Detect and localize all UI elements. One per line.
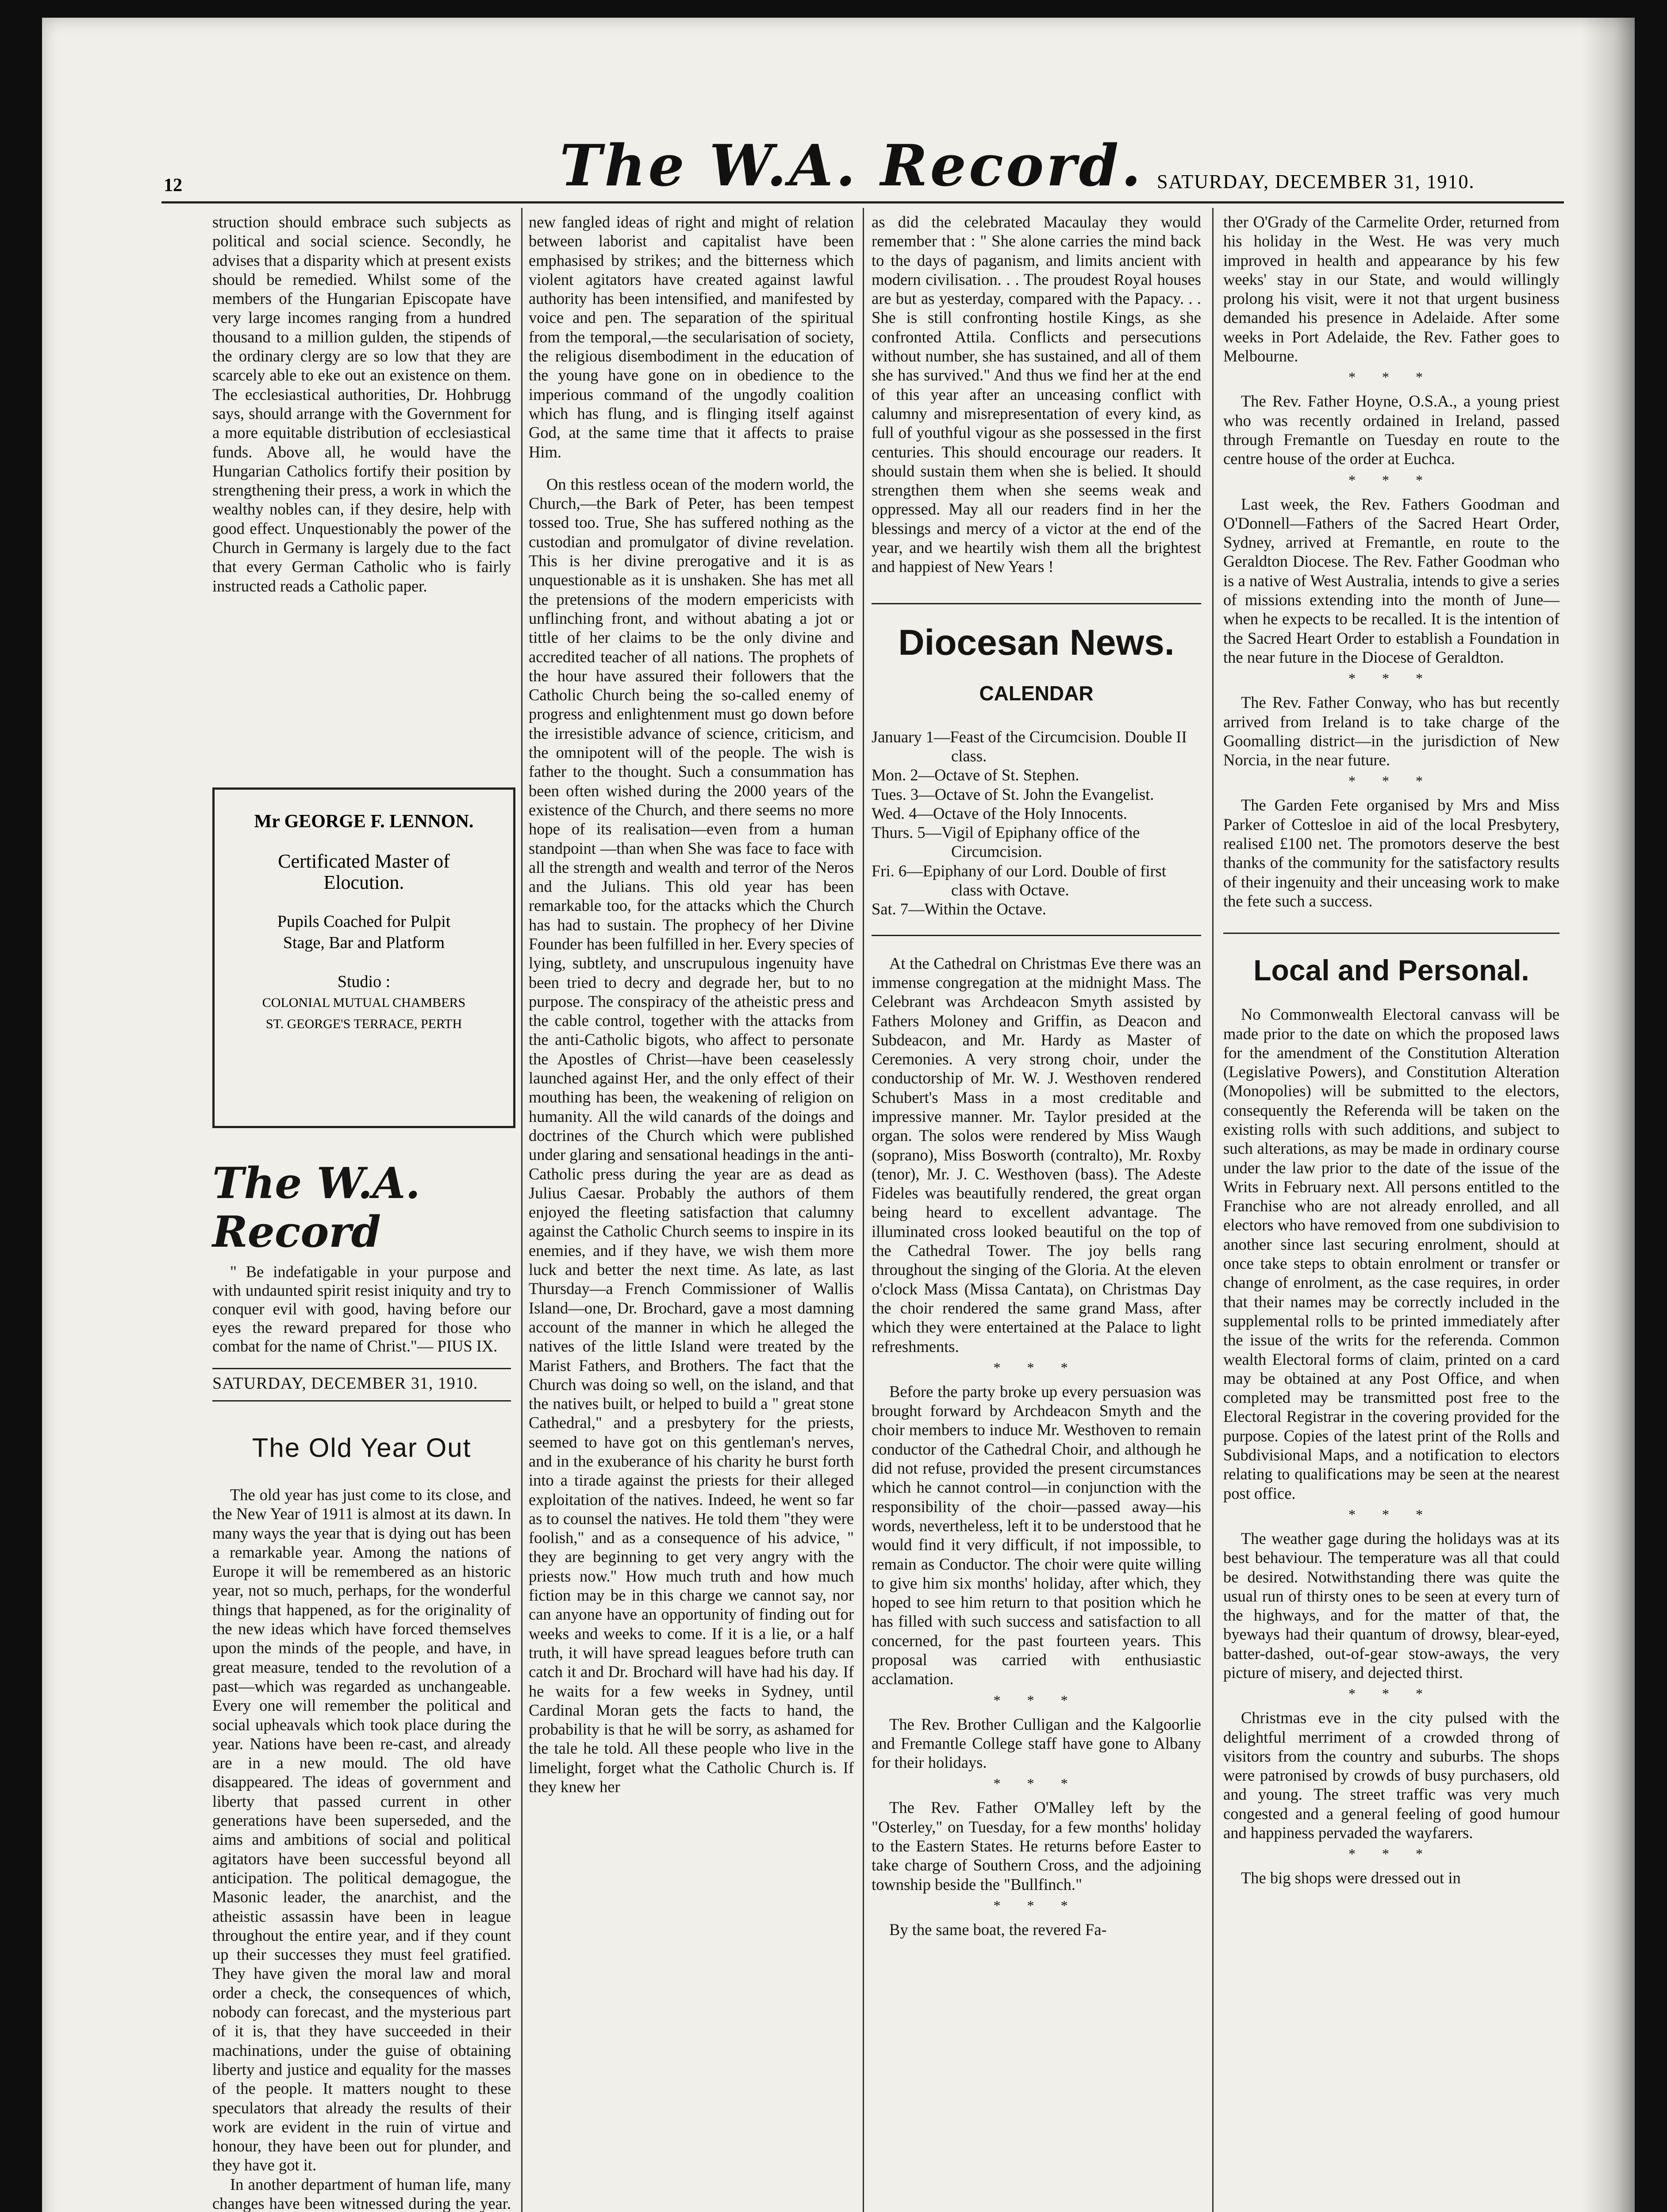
news-paragraph: The big shops were dressed out in: [1241, 1869, 1461, 1887]
editorial-heading: The Old Year Out: [252, 1433, 472, 1463]
rule: [872, 603, 1201, 604]
editorial-continuation: new fangled ideas of right and might of relation between laborist and capitalist have been emphasised by strikes; and the bitterness which violent agitators have created against lawful authority has been intensified, and manifested by voice and pen. The separation of the spiritual from the temporal,—the secularisation of society, the religious disembodiment in the education of the young have gone on in obedience to the imperious command of the ungodly coalition which has flung, and is flinging itself against God, at the same time that it affects to praise Him.: [529, 213, 854, 461]
news-paragraph: The Rev. Father O'Malley left by the "Osterley," on Tuesday, for a few months' holiday to the Eastern States. He returns before Easter to take charge of Southern Cross, and the adjoining township beside the "Bullfinch.": [872, 1798, 1201, 1893]
news-paragraph: The Garden Fete organised by Mrs and Miss Parker of Cottesloe in aid of the local Presbytery, realised £100 net. The promotors deserve the best thanks of the community for the satisfactory results of their ingenuity and their unceasing work to make the fete such a success.: [1223, 796, 1559, 910]
calendar-entry: Fri. 6—Epiphany of our Lord. Double of first class with Octave.: [872, 861, 1167, 899]
separator-stars: * * *: [1348, 1846, 1434, 1862]
calendar-entry: Wed. 4—Octave of the Holy Innocents.: [872, 804, 1127, 822]
separator-stars: * * *: [993, 1359, 1079, 1375]
news-paragraph: The Rev. Father Conway, who has but recently arrived from Ireland is to take charge of the Goomalling district—in the jurisdiction of New Norcia, in the near future.: [1223, 693, 1559, 769]
calendar-entry: Sat. 7—Within the Octave.: [872, 900, 1046, 918]
masthead-rule: [161, 201, 1564, 204]
column-1: [212, 212, 511, 595]
ad-address-1: COLONIAL MUTUAL CHAMBERS: [262, 995, 466, 1010]
editorial-paragraph: On this restless ocean of the modern world, the Church,—the Bark of Peter, has been tempest tossed too. True, She has suffered nothing as the custodian and promulgator of divine revelation. This is her divine prerogative and it is as unquestionable as it is unshaken. She has met all the pretensions of the modern empericists with unflinching front, and without abating a jot or tittle of her claims to be the only divine and accredited teacher of all nations. The prophets of the hour have assured their followers that the Catholic Church being the so-called enemy of progress and enlightenment must go down before the irresistible advance of science, criticism, and the omnipotent will of the people. The wish is father to the thought. Such a consummation has been often wished during the 2000 years of the existence of the Church, and there seems no more hope of its realisation—even from a human standpoint —than when She was face to face with all the strength and wealth and terror of the Neros and the Julians. This old year has been remarkable too, for the attacks which the Church has had to sustain. The prophecy of her Divine Founder has been fulfilled in her. Every species of lying, subtlety, and unscrupulous ingenuity have been tried to decry and degrade her, but to no purpose. The conspiracy of the atheistic press and the cable control, together with the attacks from the anti-Catholic bigots, who affect to personate the Apostles of Christ—have been ceaselessly launched against Her, and the only effect of their mouthing has been, the weakening of religion on humanity. All the wild canards of the doings and doctrines of the Church which were published under glaring and sensational headings in the anti-Catholic press during the year are as dead as Julius Caesar. Probably the authors of them enjoyed the fleeting satisfaction that calumny against the Catholic Church seems to inspire in its enemies, and if they have, we wish them more luck and better the next time. As late, as last Thursday—a French Commissioner of Wallis Island—one, Dr. Brochard, gave a most damning account of the manner in which he alleged the natives of the little Island were treated by the Marist Fathers, and Brothers. The fact that the Church was doing so well, on the island, and that the natives built, or helped to build a " great stone Cathedral," and a presbytery for the priests, seemed to have got on this gentleman's nerves, and in the exuberance of his charity he burst forth into a tirade against the priests for their alleged exploitation of the natives. Indeed, he went so far as to counsel the natives. He told them "they were foolish," and as a consequence of his advice, " they are beginning to get very angry with the priests now." How much truth and how much fiction may be in this charge we cannot say, nor can anyone have an opportunity of finding out for weeks and weeks to come. If it is a lie, or a half truth, it will have spread leagues before truth can catch it and Dr. Brochard will have had his day. If he waits for a few weeks in Sydney, until Cardinal Moran gets the facts to hand, the probability is that he will be sorry, as ashamed for the tale he told. All these people who live in the limelight, forget what the Catholic Church is. If they knew her: [529, 475, 854, 1796]
calendar-heading: CALENDAR: [979, 681, 1094, 705]
news-paragraph: The Rev. Father Hoyne, O.S.A., a young priest who was recently ordained in Ireland, passed through Fremantle on Tuesday en route to the centre house of the order at Euchca.: [1223, 392, 1559, 468]
rule: [872, 935, 1201, 936]
column-1-lower: [212, 1159, 511, 2212]
column-divider: [863, 208, 864, 2212]
editorial-paragraph: The old year has just come to its close, and the New Year of 1911 is almost at its dawn. In many ways the year that is dying out has been a remarkable year. Among the nations of Europe it will be remembered as an historic year, not so much, perhaps, for the wonderful things that happened, as for the originality of the new ideas which have forced themselves upon the minds of the people, and have, in great measure, tended to the revolution of a past—which was regarded as unchangeable. Every one will remember the political and social upheavals which took place during the year. Nations have been re-cast, and already are in a new mould. The old have disappeared. The ideas of government and liberty that passed current in other generations have been superseded, and the aims and ambitions of social and political agitators have been successful beyond all anticipation. The political demagogue, the Masonic leader, the anarchist, and the atheistic assassin have been in league throughout the entire year, and if they count up their successes they must feel gratified. They have given the moral law and moral order a check, the consequences of which, nobody can forecast, and the mysterious part of it is, that they have succeeded in their machinations, under the guise of obtaining liberty and justice and equality for the masses of the people. It matters nought to these speculators that already the results of their work are evident in the ruin of virtue and honour, they have been out for plunder, and they have got it.: [212, 1486, 511, 2174]
separator-stars: * * *: [1348, 670, 1434, 687]
separator-stars: * * *: [1348, 773, 1434, 789]
separator-stars: * * *: [993, 1897, 1079, 1913]
news-paragraph: Last week, the Rev. Fathers Goodman and O'Donnell—Fathers of the Sacred Heart Order, Sydney, arrived at Fremantle, en route to the Geraldton Diocese. The Rev. Father Goodman who is a native of West Australia, intends to give a series of missions extending into the month of June—when he expects to be recalled. It is the intention of the Sacred Heart Order to establish a Foundation in the near future in the Diocese of Geraldton.: [1223, 495, 1559, 666]
article-continuation: struction should embrace such subjects as political and social science. Secondly, he advises that a disparity which at present exists should be remedied. Whilst some of the members of the Hungarian Episcopate have very large incomes ranging from a hundred thousand to a million gulden, the stipends of the ordinary clergy are so low that they are scarcely able to eke out an existence on them. The ecclesiastical authorities, Dr. Hohbrugg says, should arrange with the Government for a more equitable distribution of ecclesiastical funds. Above all, he would have the Hungarian Catholics fortify their position by strengthening their press, a work in which the wealthy nobles can, if they desire, help with good effect. Unquestionably the power of the Church in Germany is largely due to the fact that every German Catholic who is fairly instructed reads a Catholic paper.: [212, 213, 511, 595]
ad-line-2: Stage, Bar and Platform: [283, 933, 445, 952]
news-paragraph: At the Cathedral on Christmas Eve there was an immense congregation at the midnight Mass. The Celebrant was Archdeacon Smyth assisted by Fathers Moloney and Griffin, as Deacon and Subdeacon, and Mr. Hardy as Master of Ceremonies. A very strong choir, under the conductorship of Mr. W. J. Westhoven rendered Schubert's Mass in a most creditable and impressive manner. Mr. Taylor presided at the organ. The solos were rendered by Miss Waugh (soprano), Miss Bosworth (contralto), Mr. Roxby (tenor), Mr. J. C. Westhoven (bass). The Adeste Fideles was beautifully rendered, the great organ being heard to excellent advantage. The illuminated cross looked beautiful on the top of the Cathedral Tower. The joy bells rang throughout the singing of the Gloria. At the eleven o'clock Mass (Missa Cantata), on Christmas Day the choir rendered the same grand Mass, after which they were entertained at the Palace to light refreshments.: [872, 954, 1201, 1356]
news-paragraph: The weather gage during the holidays was at its best behaviour. The temperature was all that could be desired. Notwithstanding there was quite the usual run of thirsty ones to be seen at every turn of the highways, and for the matter of that, the byeways had their quantum of drowsy, blear-eyed, batter-dashed, out-of-gear stow-aways, the very picture of misery, and dejected thirst.: [1223, 1529, 1559, 1682]
calendar-entry: Thurs. 5—Vigil of Epiphany office of the Circumcision.: [872, 823, 1140, 861]
page-number: 12: [164, 175, 182, 196]
separator-stars: * * *: [1348, 369, 1434, 385]
column-4: [1223, 212, 1559, 1888]
news-paragraph: By the same boat, the revered Fa-: [889, 1920, 1107, 1939]
separator-stars: * * *: [993, 1775, 1079, 1792]
motto: " Be indefatigable in your purpose and with undaunted spirit resist iniquity and try to conquer evil with good, having before our eyes the reward prepared for those who combat for the name of Christ."— PIUS IX.: [212, 1263, 511, 1355]
column-divider: [1212, 208, 1214, 2212]
calendar-entry: Mon. 2—Octave of St. Stephen.: [872, 766, 1079, 784]
news-paragraph: No Commonwealth Electoral canvass will be made prior to the date on which the proposed laws for the amendment of the Constitution Alteration (Legislative Powers), and Constitution Alteration (Monopolies) will be submitted to the electors, consequently the Referenda will be taken on the existing rolls with such additions, and subject to such alterations, as may be made in ordinary course under the law prior to the date of the issue of the Writs in February next. All persons entitled to the Franchise who are not already enrolled, and all electors who have removed from one subdivision to another since last securing enrolment, should at once take steps to obtain enrolment or transfer or change of enrolment, as the case requires, in order that their names may be correctly included in the supplemental rolls to be printed immediately after the issue of the writs for the referenda. Common wealth Electoral forms of claim, printed on a card may be obtained at any Post Office, and when completed may be transmitted post free to the Electoral Registrar in the covering provided for the purpose. Copies of the latest print of the Rolls and Subdivisional Maps, and a notification to electors relating to qualifications may be seen at the nearest post office.: [1223, 1005, 1559, 1502]
masthead-title: The W.A. Record.: [560, 133, 1144, 199]
rule: [1223, 933, 1559, 934]
column-divider: [521, 208, 522, 2212]
ad-line-1: Pupils Coached for Pulpit: [277, 912, 451, 931]
editorial-date: SATURDAY, DECEMBER 31, 1910.: [212, 1374, 478, 1393]
masthead-date: SATURDAY, DECEMBER 31, 1910.: [1157, 171, 1475, 192]
ad-title-2: Elocution.: [323, 872, 404, 893]
separator-stars: * * *: [993, 1692, 1079, 1708]
ad-name: Mr GEORGE F. LENNON.: [254, 811, 474, 832]
news-paragraph: Before the party broke up every persuasion was brought forward by Archdeacon Smyth and the choir members to induce Mr. Westhoven to remain conductor of the Cathedral Choir, and although he did not refuse, provided the present circumstances which he cannot control—in conjunction with the responsibility of the choir—passed away—his words, nevertheless, left it to be understood that he would find it very difficult, if not impossible, to remain as Conductor. The choir were quite willing to give him six months' holiday, after which, they hoped to see him return to that position which he has filled with such success and satisfaction to all concerned, for the past fourteen years. This proposal was carried with enthusiastic acclamation.: [872, 1382, 1201, 1688]
calendar-entry: Tues. 3—Octave of St. John the Evangelist.: [872, 785, 1154, 803]
news-paragraph: Christmas eve in the city pulsed with the delightful merriment of a crowded throng of visitors from the country and suburbs. The shops were patronised by crowds of busy purchasers, old and young. The street traffic was very much congested and a general feeling of good humour and happiness pervaded the wayfarers.: [1223, 1709, 1559, 1842]
separator-stars: * * *: [1348, 1686, 1434, 1702]
advertisement-lennon: [212, 787, 515, 1128]
diocesan-news-heading: Diocesan News.: [898, 622, 1175, 663]
news-continuation: ther O'Grady of the Carmelite Order, returned from his holiday in the West. He was very much improved in health and appearance by his few weeks' stay in our State, and would willingly prolong his visit, were it not that urgent business demanded his presence in Adelaide. After some weeks in Port Adelaide, the Rev. Father goes to Melbourne.: [1223, 213, 1559, 365]
editorial-continuation: as did the celebrated Macaulay they would remember that : " She alone carries the mind back to the days of paganism, and limits ancient with modern civilisation. . . The proudest Royal houses are but as yesterday, compared with the Papacy. . . She is still confronting hostile Kings, as she confronted Attila. Conflicts and persecutions without number, she has sustained, and all of them she has survived." And thus we find her at the end of this year after an unceasing conflict with calumny and misrepresentation of every kind, as full of youthful vigour as she possessed in the first centuries. This should encourage our readers. It should sustain them when she is belied. It should strengthen them when she seems weak and oppressed. May all our readers find in her the blessings and mercy of a victor at the end of the year, and we heartily wish them all the brightest and happiest of New Years !: [872, 213, 1201, 576]
ad-address-2: ST. GEORGE'S TERRACE, PERTH: [265, 1017, 462, 1031]
column-2: [529, 212, 854, 1796]
newspaper-page: [42, 18, 1635, 2212]
rule: [212, 1368, 511, 1369]
separator-stars: * * *: [1348, 1506, 1434, 1522]
local-personal-heading: Local and Personal.: [1253, 954, 1529, 987]
calendar-entry: January 1—Feast of the Circumcision. Double II class.: [872, 727, 1187, 765]
separator-stars: * * *: [1348, 472, 1434, 488]
news-paragraph: The Rev. Brother Culligan and the Kalgoorlie and Fremantle College staff have gone to Albany for their holidays.: [872, 1715, 1201, 1772]
editorial-paragraph: In another department of human life, many changes have been witnessed during the year.: [212, 2175, 511, 2212]
column-3: [872, 212, 1201, 1939]
page-edge-shadow: [1582, 18, 1635, 2212]
ad-studio: Studio :: [337, 972, 391, 991]
ad-title-1: Certificated Master of: [278, 850, 450, 872]
record-title: The W.A. Record: [212, 1158, 420, 1257]
rule: [212, 1400, 511, 1402]
